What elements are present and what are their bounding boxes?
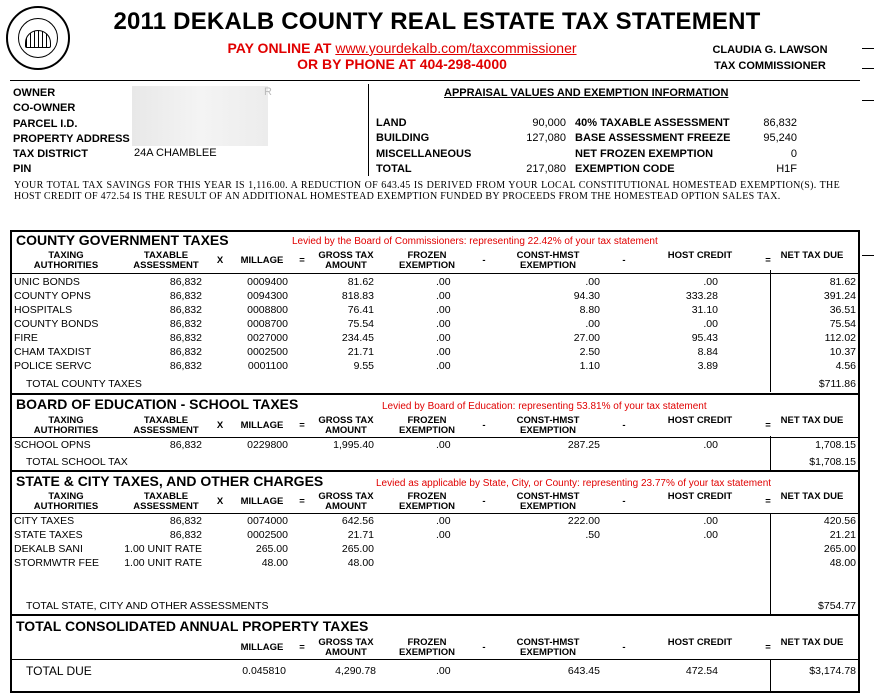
appraisal-title: APPRAISAL VALUES AND EXEMPTION INFORMATION [444, 87, 729, 99]
county-section-note: Levied by the Board of Commissioners: representing 22.42% of your tax statement [292, 236, 658, 247]
cell-assessment: 86,832 [169, 529, 202, 541]
cell-millage: 0002500 [247, 529, 288, 541]
col-host-credit: HOST CREDIT [667, 250, 733, 261]
table-row [12, 289, 858, 303]
cell-net: 21.21 [829, 529, 856, 541]
cell-hmst: .50 [585, 529, 600, 541]
header-rule [10, 80, 860, 81]
cell-net: 4.56 [835, 360, 856, 372]
owner-labels: OWNER CO-OWNER PARCEL I.D. PROPERTY ADDRESS TAX DISTRICT PIN [13, 87, 130, 176]
cell-host: 31.10 [691, 304, 718, 316]
cell-hmst: 2.50 [579, 346, 600, 358]
cell-net: 81.62 [829, 276, 856, 288]
col-net-tax-due: NET TAX DUE [780, 415, 844, 426]
col-gross-tax: GROSS TAX AMOUNT [318, 415, 374, 436]
tax-savings-note: YOUR TOTAL TAX SAVINGS FOR THIS YEAR IS 1,116.00. A REDUCTION OF 643.45 IS DERIVED FROM YOUR LOCAL CONSTITUTIONAL HOMESTEAD EXEMPTION(S). THE HOST CREDIT OF 472.54 IS THE RESULT OF AN ADDITIONAL HOMESTEAD EXEMPTION FUNDED BY PROCEEDS FROM THE HOMESTEAD OPTION SALES TAX. [14, 180, 840, 202]
tax-commissioner [700, 42, 840, 74]
total-due-row [12, 664, 858, 680]
cell-assessment: 86,832 [169, 360, 202, 372]
pay-by-phone: OR BY PHONE AT 404-298-4000 [297, 56, 507, 72]
col-minus: - [622, 496, 626, 507]
table-row [12, 514, 858, 528]
table-row [12, 542, 858, 556]
cell-gross: 9.55 [353, 360, 374, 372]
cell-hmst: 1.10 [579, 360, 600, 372]
col-host-credit: HOST CREDIT [667, 491, 733, 502]
col-gross-tax: GROSS TAX AMOUNT [318, 637, 374, 658]
school-section-title: BOARD OF EDUCATION - SCHOOL TAXES [16, 396, 299, 412]
col-frozen-exemption: FROZEN EXEMPTION [399, 637, 455, 658]
total-due-label: TOTAL DUE [26, 664, 92, 678]
cell-host: .00 [703, 529, 718, 541]
col-minus: - [482, 420, 486, 431]
cell-millage: 0001100 [247, 360, 288, 372]
col-const-hmst: CONST-HMST EXEMPTION [516, 415, 580, 436]
cell-authority: CHAM TAXDIST [14, 346, 92, 358]
col-taxable-assessment: TAXABLE ASSESSMENT [133, 250, 199, 271]
col-frozen-exemption: FROZEN EXEMPTION [399, 250, 455, 271]
table-row [12, 359, 858, 373]
cell-assessment: 1.00 UNIT RATE [124, 557, 202, 569]
cell-hmst: 287.25 [567, 439, 600, 451]
cell-assessment: 86,832 [169, 290, 202, 302]
table-row [12, 303, 858, 317]
tax-district-value: 24A CHAMBLEE [134, 147, 217, 159]
col-x: X [216, 255, 224, 266]
cell-net: 75.54 [829, 318, 856, 330]
table-row [12, 556, 858, 570]
total-due-gross: 4,290.78 [335, 665, 376, 677]
statement-title: 2011 DEKALB COUNTY REAL ESTATE TAX STATEMENT [113, 8, 761, 35]
col-equals: = [299, 420, 305, 431]
cell-millage: 0008800 [247, 304, 288, 316]
col-net-tax-due: NET TAX DUE [780, 491, 844, 502]
total-due-host: 472.54 [685, 665, 718, 677]
cell-hmst: .00 [585, 276, 600, 288]
total-due-millage: 0.045810 [242, 665, 286, 677]
col-millage: MILLAGE [240, 642, 284, 653]
cell-authority: FIRE [14, 332, 38, 344]
col-equals: = [765, 255, 771, 266]
cell-hmst: 27.00 [573, 332, 600, 344]
cell-gross: 818.83 [341, 290, 374, 302]
col-frozen-exemption: FROZEN EXEMPTION [399, 491, 455, 512]
cell-frozen: .00 [436, 290, 451, 302]
col-minus: - [622, 642, 626, 653]
cell-millage: 0027000 [247, 332, 288, 344]
cell-authority: SCHOOL OPNS [14, 439, 91, 451]
col-minus: - [482, 255, 486, 266]
edge-mark [862, 100, 874, 101]
total-due-hmst: 643.45 [567, 665, 600, 677]
state-total-label: TOTAL STATE, CITY AND OTHER ASSESSMENTS [26, 600, 269, 612]
cell-millage: 0009400 [247, 276, 288, 288]
col-millage: MILLAGE [240, 496, 284, 507]
col-const-hmst: CONST-HMST EXEMPTION [516, 637, 580, 658]
appraisal-right: 40% TAXABLE ASSESSMENT 86,832 BASE ASSESSMENT FREEZE 95,240 NET FROZEN EXEMPTION 0 EXEMPTION CODE H1F [575, 117, 797, 175]
cell-host: .00 [703, 515, 718, 527]
cell-assessment: 86,832 [169, 439, 202, 451]
state-section-note: Levied as applicable by State, City, or County: representing 23.77% of your tax statement [376, 478, 772, 489]
section-rule [12, 614, 858, 616]
col-x: X [216, 420, 224, 431]
owner-divider [368, 84, 369, 176]
pay-online-link[interactable]: www.yourdekalb.com/taxcommissioner [335, 40, 577, 56]
cell-net: 265.00 [823, 543, 856, 555]
cell-frozen: .00 [436, 318, 451, 330]
owner-name-tail: R [264, 86, 272, 98]
cell-gross: 21.71 [347, 529, 374, 541]
cell-hmst: 94.30 [573, 290, 600, 302]
cell-gross: 234.45 [341, 332, 374, 344]
col-host-credit: HOST CREDIT [667, 637, 733, 648]
cell-millage: 0229800 [247, 439, 288, 451]
col-net-tax-due: NET TAX DUE [780, 250, 844, 261]
col-millage: MILLAGE [240, 255, 284, 266]
cell-gross: 265.00 [341, 543, 374, 555]
cell-assessment: 1.00 UNIT RATE [124, 543, 202, 555]
appraisal-left: LAND 90,000 BUILDING 127,080 MISCELLANEOUS TOTAL 217,080 [376, 117, 566, 175]
col-taxing-authorities: TAXING AUTHORITIES [33, 415, 99, 436]
cell-host: 95.43 [691, 332, 718, 344]
col-gross-tax: GROSS TAX AMOUNT [318, 491, 374, 512]
cell-frozen: .00 [436, 515, 451, 527]
consolidated-header-rule [12, 659, 858, 660]
cell-assessment: 86,832 [169, 318, 202, 330]
cell-net: 48.00 [829, 557, 856, 569]
edge-mark [862, 48, 874, 49]
cell-authority: CITY TAXES [14, 515, 75, 527]
cell-gross: 75.54 [347, 318, 374, 330]
col-minus: - [482, 642, 486, 653]
col-const-hmst: CONST-HMST EXEMPTION [516, 250, 580, 271]
cell-frozen: .00 [436, 439, 451, 451]
col-minus: - [622, 255, 626, 266]
cell-gross: 642.56 [341, 515, 374, 527]
cell-host: 8.84 [697, 346, 718, 358]
cell-millage: 265.00 [255, 543, 288, 555]
cell-frozen: .00 [436, 360, 451, 372]
table-row [12, 331, 858, 345]
col-gross-tax: GROSS TAX AMOUNT [318, 250, 374, 271]
commissioner-title: TAX COMMISSIONER [714, 60, 826, 72]
county-total-label: TOTAL COUNTY TAXES [26, 378, 142, 390]
col-equals: = [765, 642, 771, 653]
col-frozen-exemption: FROZEN EXEMPTION [399, 415, 455, 436]
cell-net: 420.56 [823, 515, 856, 527]
cell-assessment: 86,832 [169, 346, 202, 358]
cell-frozen: .00 [436, 332, 451, 344]
cell-millage: 0094300 [247, 290, 288, 302]
cell-authority: COUNTY BONDS [14, 318, 99, 330]
cell-host: .00 [703, 276, 718, 288]
cell-authority: STORMWTR FEE [14, 557, 99, 569]
state-total-value: $754.77 [818, 600, 856, 612]
total-due-frozen: .00 [436, 665, 451, 677]
cell-authority: STATE TAXES [14, 529, 83, 541]
col-millage: MILLAGE [240, 420, 284, 431]
col-equals: = [299, 496, 305, 507]
cell-net: 1,708.15 [815, 439, 856, 451]
consolidated-title: TOTAL CONSOLIDATED ANNUAL PROPERTY TAXES [16, 618, 369, 634]
col-host-credit: HOST CREDIT [667, 415, 733, 426]
cell-millage: 0008700 [247, 318, 288, 330]
cell-gross: 48.00 [347, 557, 374, 569]
county-section-title: COUNTY GOVERNMENT TAXES [16, 232, 229, 248]
cell-host: 333.28 [685, 290, 718, 302]
cell-frozen: .00 [436, 529, 451, 541]
col-equals: = [765, 496, 771, 507]
cell-frozen: .00 [436, 276, 451, 288]
col-x: X [216, 496, 224, 507]
cell-authority: POLICE SERVC [14, 360, 92, 372]
cell-assessment: 86,832 [169, 515, 202, 527]
cell-millage: 48.00 [261, 557, 288, 569]
cell-host: 3.89 [697, 360, 718, 372]
col-const-hmst: CONST-HMST EXEMPTION [516, 491, 580, 512]
total-due-net: $3,174.78 [809, 665, 856, 677]
cell-gross: 81.62 [347, 276, 374, 288]
county-total-value: $711.86 [818, 378, 856, 390]
school-total-label: TOTAL SCHOOL TAX [26, 456, 128, 468]
col-minus: - [482, 496, 486, 507]
section-rule [12, 393, 858, 395]
cell-authority: UNIC BONDS [14, 276, 80, 288]
cell-millage: 0002500 [247, 346, 288, 358]
table-row [12, 345, 858, 359]
state-section-title: STATE & CITY TAXES, AND OTHER CHARGES [16, 473, 324, 489]
col-taxing-authorities: TAXING AUTHORITIES [33, 491, 99, 512]
cell-authority: DEKALB SANI [14, 543, 83, 555]
col-taxable-assessment: TAXABLE ASSESSMENT [133, 491, 199, 512]
col-minus: - [622, 420, 626, 431]
cell-hmst: .00 [585, 318, 600, 330]
edge-mark [862, 255, 874, 256]
col-equals: = [765, 420, 771, 431]
edge-mark [862, 68, 874, 69]
cell-frozen: .00 [436, 304, 451, 316]
cell-authority: COUNTY OPNS [14, 290, 91, 302]
col-equals: = [299, 255, 305, 266]
col-equals: = [299, 642, 305, 653]
redacted-owner-info [132, 86, 268, 146]
cell-net: 112.02 [824, 332, 856, 344]
cell-gross: 1,995.40 [333, 439, 374, 451]
cell-authority: HOSPITALS [14, 304, 73, 316]
section-rule [12, 470, 858, 472]
cell-millage: 0074000 [247, 515, 288, 527]
table-row [12, 317, 858, 331]
table-row [12, 275, 858, 289]
cell-host: .00 [703, 439, 718, 451]
cell-frozen: .00 [436, 346, 451, 358]
cell-hmst: 222.00 [567, 515, 600, 527]
cell-net: 36.51 [829, 304, 856, 316]
cell-hmst: 8.80 [579, 304, 600, 316]
county-header-rule [12, 273, 858, 274]
pay-online-line: PAY ONLINE AT www.yourdekalb.com/taxcommissioner [227, 40, 577, 56]
col-net-tax-due: NET TAX DUE [780, 637, 844, 648]
col-taxable-assessment: TAXABLE ASSESSMENT [133, 415, 199, 436]
cell-assessment: 86,832 [169, 276, 202, 288]
cell-assessment: 86,832 [169, 304, 202, 316]
table-row [12, 438, 858, 452]
cell-net: 10.37 [829, 346, 856, 358]
table-row [12, 528, 858, 542]
cell-gross: 21.71 [347, 346, 374, 358]
col-taxing-authorities: TAXING AUTHORITIES [33, 250, 99, 271]
cell-host: .00 [703, 318, 718, 330]
commissioner-name: CLAUDIA G. LAWSON [712, 44, 828, 56]
cell-assessment: 86,832 [169, 332, 202, 344]
cell-gross: 76.41 [347, 304, 374, 316]
cell-net: 391.24 [823, 290, 856, 302]
school-section-note: Levied by Board of Education: representing 53.81% of your tax statement [382, 401, 707, 412]
school-total-value: $1,708.15 [809, 456, 856, 468]
